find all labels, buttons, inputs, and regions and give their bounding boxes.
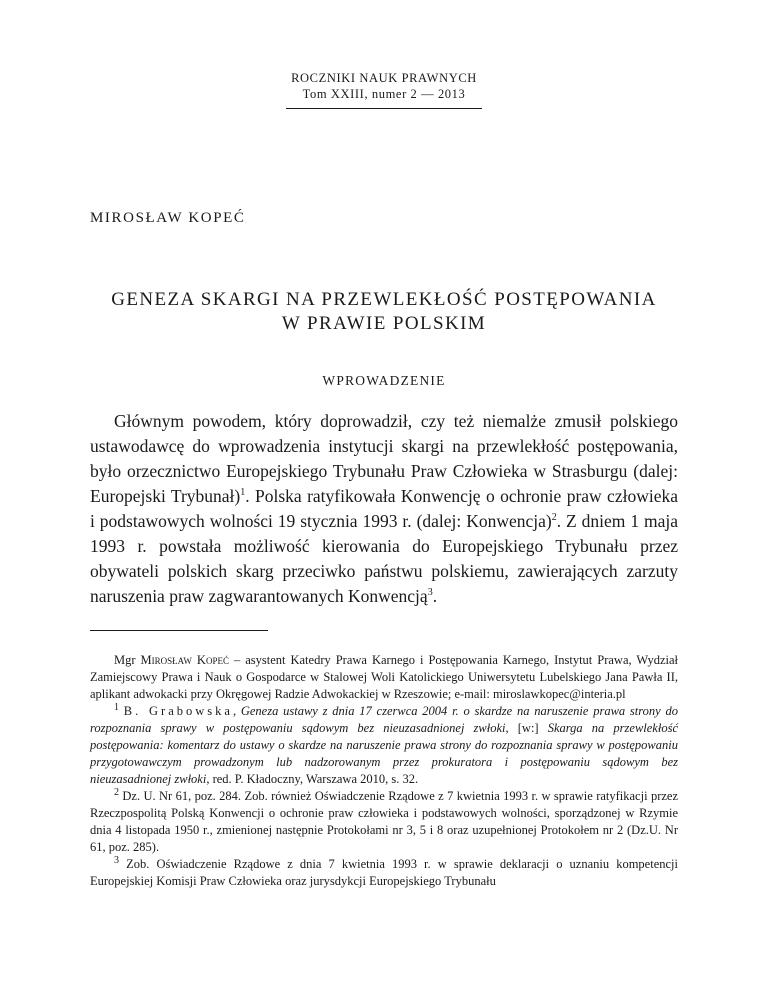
author-note: [90, 652, 678, 703]
footnote-1-sep: ,: [232, 704, 241, 718]
footnote-ref-3: 3: [427, 587, 433, 599]
body-paragraph: [90, 409, 678, 609]
footnote-1-title: Geneza ustawy z dnia 17 czerwca 2004 r. o skardze na naruszenie prawa strony do rozpoznania sprawy w postępowaniu sądowym bez nieuzasadnionej zwłoki: [90, 704, 678, 735]
footnote-3-text: Zob. Oświadczenie Rządowe z dnia 7 kwietnia 1993 r. w sprawie deklaracji o uznaniu kompetencji Europejskiej Komisji Praw Człowieka oraz jurysdykcji Europejskiego Trybunału: [90, 857, 678, 888]
journal-header: [0, 70, 768, 109]
footnote-1: [90, 703, 678, 788]
footnote-1-number: 1: [114, 701, 119, 713]
author-note-prefix: Mgr: [114, 653, 141, 667]
footnote-2: [90, 788, 678, 856]
footnote-1-in: , [w:]: [505, 721, 548, 735]
issue-info: Tom XXIII, numer 2 — 2013: [302, 87, 466, 101]
author-name: MIROSŁAW KOPEĆ: [90, 210, 246, 226]
journal-name: ROCZNIKI NAUK PRAWNYCH: [291, 71, 477, 85]
body-text-4: .: [432, 586, 438, 606]
article-title: [90, 288, 678, 336]
footnote-1-author: B. Grabowska: [123, 704, 233, 718]
author-note-text: – asystent Katedry Prawa Karnego i Postępowania Karnego, Instytut Prawa, Wydział Zamiejscowy Prawa i Nauk o Gospodarce w Stalowej Woli Katolickiego Uniwersytetu Lubelskiego Jana Pawła II, aplikant adwokacki przy Okręgowej Radzie Adwokackiej w Rzeszowie; e-mail: miroslawkopec@interia.pl: [90, 653, 678, 701]
footnotes: [90, 652, 678, 890]
footnote-2-number: 2: [114, 786, 119, 798]
section-heading: WPROWADZENIE: [322, 373, 446, 388]
footnote-3-number: 3: [114, 854, 119, 866]
footnote-1-book-title: Skarga na przewlekłość postępowania: komentarz do ustawy o skardze na naruszenie prawa strony do rozpoznania sprawy w postępowaniu przygotowawczym prowadzonym lub nadzorowanym przez prokuratora i postępowaniu sądowym bez nieuzasadnionej zwłoki: [90, 721, 678, 786]
author-note-name: Mirosław Kopeć: [140, 653, 229, 667]
footnote-3: [90, 856, 678, 890]
footnote-1-tail: , red. P. Kładoczny, Warszawa 2010, s. 32.: [206, 772, 419, 786]
title-line-2: W PRAWIE POLSKIM: [281, 313, 487, 334]
footnote-ref-2: 2: [551, 512, 557, 524]
title-line-1: GENEZA SKARGI NA PRZEWLEKŁOŚĆ POSTĘPOWANIA: [111, 289, 657, 310]
body-text-2: . Polska ratyfikowała Konwencję o ochronie praw człowieka i podstawowych wolności 19 stycznia 1993 r. (dalej: Konwencja): [90, 486, 678, 531]
header-rule: [286, 108, 482, 109]
footnote-separator: [90, 630, 268, 631]
footnote-ref-1: 1: [240, 487, 246, 499]
footnote-2-text: Dz. U. Nr 61, poz. 284. Zob. również Oświadczenie Rządowe z 7 kwietnia 1993 r. w sprawie ratyfikacji przez Rzeczpospolitą Polską Konwencji o ochronie praw człowieka i podstawowych wolności, sporządzonej w Rzymie dnia 4 listopada 1950 r., zmienionej następnie Protokołami nr 3, 5 i 8 oraz uzupełnionej Protokołem nr 2 (Dz.U. Nr 61, poz. 285).: [90, 789, 678, 854]
body-text-1: Głównym powodem, który doprowadził, czy też niemalże zmusił polskiego ustawodawcę do wprowadzenia instytucji skargi na przewlekłość postępowania, było orzecznictwo Europejskiego Trybunału Praw Człowieka w Strasburgu (dalej: Europejski Trybunał): [90, 411, 678, 506]
body-text-3: . Z dniem 1 maja 1993 r. powstała możliwość kierowania do Europejskiego Trybunału przez obywateli polskich skarg przeciwko państwu polskiemu, zawierających zarzuty naruszenia praw zagwarantowanych Konwencją: [90, 511, 678, 606]
